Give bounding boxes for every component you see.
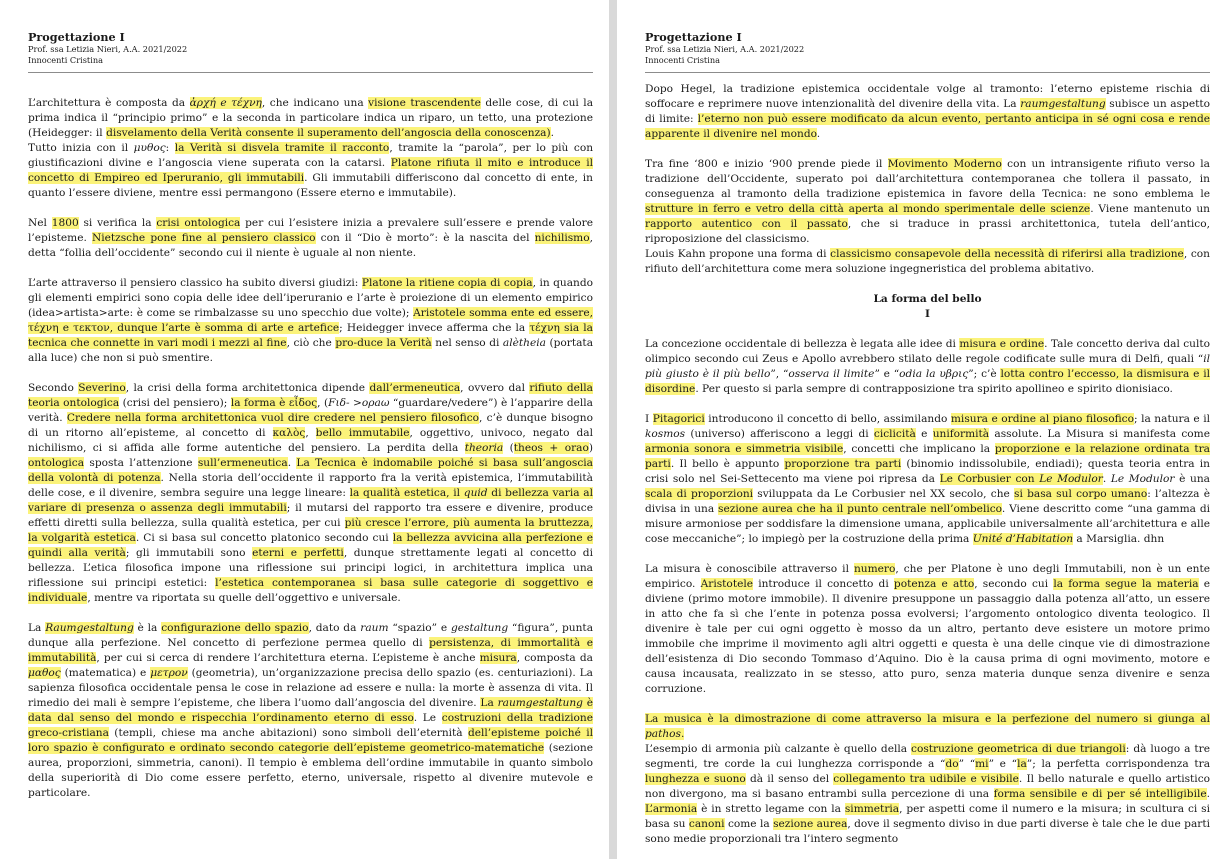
highlighted-text: ontologica	[28, 457, 85, 469]
highlighted-text: pro-duce la Verità	[335, 337, 432, 349]
highlighted-text: strutture in ferro e vetro della città aperta al mondo sperimentale delle scienze	[645, 203, 1091, 215]
highlighted-text: lotta contro l’eccesso, la dismisura e il disordine	[645, 368, 1210, 395]
highlighted-text: canoni	[688, 818, 725, 830]
italic-text: osserva il limite	[788, 368, 875, 380]
paragraph: La concezione occidentale di bellezza è legata alle idee di misura e ordine. Tale concetto deriva dal culto olimpico secondo cui Zeus e Apollo avrebbero stilato delle regole codificate sulle mura di Delfi, quali “il più giusto è il più bello”, “osserva il limite” e “odia la υβρις”; c’è lotta contro l’eccesso, la dismisura e il disordine. Per questo si parla sempre di contrapposizione tra spirito apollineo e spirito dionisiaco.	[645, 338, 1211, 395]
highlighted-text: Severino	[78, 382, 126, 394]
author-line: Innocenti Cristina	[645, 55, 720, 65]
highlighted-text: disvelamento della Verità consente il superamento dell’angoscia della conoscenza)	[106, 127, 551, 139]
highlighted-text: Unité d’Habitation	[972, 533, 1074, 545]
highlighted-text: do	[945, 758, 959, 770]
highlighted-text: ciclicità	[873, 428, 916, 440]
highlighted-text: crisi ontologica	[156, 217, 241, 229]
highlighted-text: forma sensibile e di per sé intelligibile	[993, 788, 1207, 800]
highlighted-text: rapporto autentico con il passato	[645, 218, 848, 230]
italic-text: raum	[360, 622, 389, 634]
highlighted-text: L’armonia	[645, 803, 698, 815]
highlighted-text: rifiuto della teoria ontologica	[28, 382, 593, 409]
highlighted-text: misura e ordine	[959, 338, 1045, 350]
highlighted-text: l’estetica contemporanea si basa sulle categorie di soggettivo e individuale	[28, 577, 594, 604]
italic-text: μυθος	[133, 142, 166, 154]
highlighted-text: μετρον	[150, 667, 188, 679]
highlighted-text: Credere nella forma architettonica vuol dire credere nel pensiero filosofico	[66, 412, 480, 424]
paragraph: Tra fine ‘800 e inizio ‘900 prende piede il Movimento Moderno con un intransigente rifiuto verso la tradizione dell’Occidente, superato poi dall’architettura contemporanea che tollera il passato, in conseguenza al tramonto della tradizione epistemica in favore della Tecnica: ne sono emblema le strutture in ferro e vetro della città aperta al mondo sperimentale delle scienze. Viene mantenuto un rapporto autentico con il passato, che si traduce in prassi architettonica, tutela dell’antico, riproposizione del classicismo. Louis Kahn propone una forma di classicismo consapevole della necessità di riferirsi alla tradizione, con rifiuto dell’architettura come mera soluzione ingegneristica del problema abitativo.	[645, 158, 1210, 275]
paragraph: La Raumgestaltung è la configurazione dello spazio, dato da raum “spazio” e gestaltung “figura”, punta dunque alla perfezione. Nel concetto di perfezione permea quello di persistenza, di immortalità e immutabilità, per cui si cerca di rendere l’architettura eterna. L’episteme è anche misura, composta da μαθος (matematica) e μετρον (geometria), un’organizzazione precisa dello spazio (es. centuriazioni). La sapienza filosofica occidentale pensa le cose in relazione ad essere e nulla: la morte è assenza di vita. Il rimedio dei mali è sempre l’episteme, che libera l’uomo dall’angoscia del divenire. La raumgestaltung è data dal senso del mondo e rispecchia l’ordinamento eterno di esso. Le costruzioni della tradizione greco-cristiana (templi, chiese ma anche abitazioni) sono simboli dell’eternità dell’episteme poiché il loro spazio è configurato e ordinato secondo categorie dell’episteme geometrico-matematiche (sezione aurea, proporzioni, simmetria, canoni). Il tempio è emblema dell’ordine immutabile in quanto simbolo della superiorità di Dio come essere perfetto, eterno, universale, rispetto al divenire mutevole e particolare.	[28, 622, 594, 799]
highlighted-text: dall’ermeneutica	[369, 382, 461, 394]
highlighted-text: raumgestaltung	[1020, 98, 1106, 110]
highlighted-text: sull’ermeneutica	[197, 457, 288, 469]
highlighted-text: numero	[853, 563, 896, 575]
italic-text: odia la υβρις	[899, 368, 969, 380]
highlighted-text: eterni e perfetti	[252, 547, 344, 559]
highlighted-text: mi	[975, 758, 989, 770]
highlighted-text: misura e ordine al piano filosofico	[950, 413, 1134, 425]
highlighted-text: pathos	[645, 728, 681, 740]
highlighted-text: μαθος	[28, 667, 61, 679]
highlighted-text: theos + orao	[513, 442, 589, 454]
page-body	[28, 96, 593, 816]
highlighted-text: classicismo consapevole della necessità di riferirsi alla tradizione	[830, 248, 1184, 260]
paragraph: Nel 1800 si verifica la crisi ontologica per cui l’esistere inizia a prevalere sull’essere e prende valore l’episteme. Nietzsche pone fine al pensiero classico con il “Dio è morto”: è la nascita del nichilismo, detta “follia dell’occidente” secondo cui il niente è uguale al non niente.	[28, 217, 593, 259]
highlighted-text: la Verità si disvela tramite il racconto	[174, 142, 390, 154]
paragraph: La misura è conoscibile attraverso il numero, che per Platone è uno degli Immutabili, non è un ente empirico. Aristotele introduce il concetto di potenza e atto, secondo cui la forma segue la materia e diviene (primo motore immobile). Il divenire presuppone un passaggio dalla potenza all’atto, un essere in atto che fa sì che l’ente in potenza possa evolversi; l’argomento ontologico diventa teologico. Il divenire è tale per cui ogni oggetto è mosso da un altro, pertanto deve esistere un motore primo immobile che imprime il movimento agli altri oggetti e questa è una delle cinque vie di dimostrazione dell’esistenza di Dio secondo Tommaso d’Aquino. Dio è la causa prima di ogni movimento, motore e causa incausata, realizzato in se stesso, atto puro, senza materia dunque senza divenire e senza corruzione.	[645, 563, 1211, 695]
highlighted-text: simmetria	[844, 803, 900, 815]
highlighted-text: Platone la ritiene copia di copia	[361, 277, 533, 289]
highlighted-text: potenza e atto	[893, 578, 975, 590]
professor-line: Prof. ssa Letizia Nieri, A.A. 2021/2022	[28, 44, 188, 54]
highlighted-text: visione trascendente	[368, 97, 481, 109]
paragraph: I Pitagorici introducono il concetto di bello, assimilando misura e ordine al piano filosofico; la natura e il kosmos (universo) afferiscono a leggi di ciclicità e uniformità assolute. La Misura si manifesta come armonia sonora e simmetria visibile, concetti che implicano la proporzione e la relazione ordinata tra parti. Il bello è appunto proporzione tra parti (binomio indissolubile, endiadi); questa teoria entra in crisi solo nel Sei-Settecento ma viene poi ripresa da Le Corbusier con Le Modulor. Le Modulor è una scala di proporzioni sviluppata da Le Corbusier nel XX secolo, che si basa sul corpo umano: l’altezza è divisa in una sezione aurea che ha il punto centrale nell’ombelico. Viene descritto come “una gamma di misure armoniose per soddisfare la dimensione umana, applicabile universalmente all’architettura e alle cose meccaniche”; lo impiegò per la costruzione della prima Unité d’Habitation a Marsiglia. dhn	[645, 413, 1210, 545]
paragraph: L’architettura è composta da ἀρχή e τέχνη, che indicano una visione trascendente delle cose, di cui la prima indica il “principio primo” e la seconda in particolare indica un riparo, un tetto, una protezione (Heidegger: il disvelamento della Verità consente il superamento dell’angoscia della conoscenza). Tutto inizia con il μυθος: la Verità si disvela tramite il racconto, tramite la “parola”, per lo più con giustificazioni divine e l’angoscia viene superata con la catarsi. Platone rifiuta il mito e introduce il concetto di Empireo ed Iperuranio, gli immutabili. Gli immutabili differiscono dal concetto di ente, in quanto l’essere diviene, mentre essi permangono (Essere eterno e immutabile).	[28, 97, 594, 199]
highlighted-text: è data dal senso del mondo e rispecchia l’ordinamento eterno di esso	[28, 697, 594, 724]
highlighted-text: configurazione dello spazio	[161, 622, 309, 634]
italic-text: alètheia	[502, 337, 546, 349]
highlighted-text: Le Corbusier con	[939, 473, 1040, 485]
highlighted-text: più cresce l’errore, più aumenta la bruttezza, la volgarità estetica	[28, 517, 593, 544]
paragraph: L’arte attraverso il pensiero classico ha subito diversi giudizi: Platone la ritiene copia di copia, in quando gli elementi empirici sono copia delle idee dell’iperuranio e l’arte è proiezione di un elemento empirico (idea>artista>arte: è come se rimbalzasse su uno specchio due volte); Aristotele somma ente ed essere, τέχνη e τεκτον, dunque l’arte è somma di arte e artefice; Heidegger invece afferma che la τέχνη sia la tecnica che connette in vari modi i mezzi al fine, ciò che pro-duce la Verità nel senso di alètheia (portata alla luce) che non si può smentire.	[28, 277, 594, 364]
highlighted-text: costruzione geometrica di due triangoli	[911, 743, 1126, 755]
highlighted-text: lunghezza e suono	[645, 773, 746, 785]
document-page-left	[0, 0, 609, 859]
section-title: La forma del bello	[873, 293, 982, 305]
highlighted-text: καλὸς	[272, 427, 306, 439]
page-body	[645, 82, 1210, 859]
highlighted-text: Aristotele	[700, 578, 753, 590]
italic-text: Fιδ- >ορaω	[328, 397, 390, 409]
highlighted-text: La musica è la dimostrazione di come attraverso la misura e la perfezione del numero si giunga al	[645, 713, 1210, 725]
highlighted-text: persistenza, di immortalità e immutabilità	[28, 637, 594, 664]
paragraph: Secondo Severino, la crisi della forma architettonica dipende dall’ermeneutica, ovvero dal rifiuto della teoria ontologica (crisi del pensiero); la forma è εἶδος, (Fιδ- >ορaω “guardare/vedere”) è l’apparire della verità. Credere nella forma architettonica vuol dire credere nel pensiero filosofico, c’è dunque bisogno di un ritorno all’episteme, al concetto di καλὸς, bello immutabile, oggettivo, univoco, negato dal nichilismo, ci si affida alle forme autentiche del pensiero. La perdita della theoria (theos + orao) ontologica sposta l’attenzione sull’ermeneutica. La Tecnica è indomabile poiché si basa sull’angoscia della volontà di potenza. Nella storia dell’occidente il rapporto fra la verità epistemica, l’immutabilità delle cose, e il divenire, sembra seguire una legge lineare: la qualità estetica, il quid di bellezza varia al variare di presenza o assenza degli immutabili; il mutarsi del rapporto tra essere e divenire, produce effetti diretti sulla bellezza, sulla qualità estetica, per cui più cresce l’errore, più aumenta la bruttezza, la volgarità estetica. Ci si basa sul concetto platonico secondo cui la bellezza avvicina alla perfezione e quindi alla verità; gli immutabili sono eterni e perfetti, dunque strettamente legati al concetto di bellezza. L’etica filosofica impone una riflessione sui principi logici, in architettura implica una riflessione sui principi estetici: l’estetica contemporanea si basa sulle categorie di soggettivo e individuale, mentre va riportata su quelle dell’oggettivo e universale.	[28, 382, 594, 604]
highlighted-text: Movimento Moderno	[887, 158, 1002, 170]
highlighted-text: Le Modulor	[1039, 473, 1103, 485]
highlighted-text: la bellezza avvicina alla perfezione e quindi alla verità	[28, 532, 593, 559]
highlighted-text: dell’episteme poiché il loro spazio è configurato e ordinato secondo categorie dell’episteme geometrico-matematiche	[28, 727, 593, 754]
highlighted-text: 1800	[51, 217, 79, 229]
page-header	[645, 30, 1210, 73]
highlighted-text: raumgestaltung	[497, 697, 583, 709]
highlighted-text: Platone rifiuta il mito e introduce il concetto di Empireo ed Iperuranio, gli immutabili	[28, 157, 593, 184]
highlighted-text: Pitagorici	[652, 413, 705, 425]
highlighted-text: bello immutabile	[315, 427, 410, 439]
highlighted-text: costruzioni della tradizione greco-cristiana	[28, 712, 593, 739]
page-gutter	[609, 0, 617, 859]
highlighted-text: proporzione tra parti	[784, 458, 902, 470]
highlighted-text: l’eterno non può essere modificato da alcun evento, pertanto anticipa in sé ogni cosa e rende apparente il divenire nel mondo	[645, 113, 1210, 140]
italic-text: il più giusto è il più bello	[645, 353, 1210, 380]
highlighted-text: sezione aurea	[773, 818, 848, 830]
highlighted-text: τέχνη sia la tecnica che connette in vari modi i mezzi al fine	[28, 322, 593, 349]
highlighted-text: la	[1017, 758, 1027, 770]
highlighted-text: Aristotele somma ente ed essere, τέχνη e τεκτον, dunque l’arte è somma di arte e artefice	[28, 307, 593, 334]
italic-text: Le Modulor	[1110, 473, 1175, 485]
highlighted-text: di bellezza varia al variare di presenza o assenza degli immutabili	[28, 487, 593, 514]
highlighted-text: la forma segue la materia	[1053, 578, 1199, 590]
highlighted-text: La	[480, 697, 498, 709]
highlighted-text: collegamento tra udibile e visibile	[833, 773, 1019, 785]
author-line: Innocenti Cristina	[28, 55, 103, 65]
paragraph: La musica è la dimostrazione di come attraverso la misura e la perfezione del numero si giunga al pathos. L’esempio di armonia più calzante è quello della costruzione geometrica di due triangoli: dà luogo a tre segmenti, tre corde la cui lunghezza corrisponde a “do” “mi” e “la”; la perfetta corrispondenza tra lunghezza e suono dà il senso del collegamento tra udibile e visibile. Il bello naturale e quello artistico non divergono, ma si basano entrambi sulla percezione di una forma sensibile e di per sé intelligibile. L’armonia è in stretto legame con la simmetria, per aspetti come il numero e la misura; in scultura ci si basa su canoni come la sezione aurea, dove il segmento diviso in due parti diverse è tale che le due parti sono medie proporzionali tra l’intero segmento	[645, 713, 1211, 845]
highlighted-text: scala di proporzioni	[645, 488, 754, 500]
section-heading	[645, 292, 1210, 322]
highlighted-text: proporzione e la relazione ordinata tra parti	[645, 443, 1210, 470]
highlighted-text: nichilismo	[534, 232, 590, 244]
highlighted-text: uniformità	[932, 428, 990, 440]
highlighted-text: La Tecnica è indomabile poiché si basa sull’angoscia della volontà di potenza	[28, 457, 593, 484]
highlighted-text: theoria	[464, 442, 504, 454]
highlighted-text: Nietzsche pone fine al pensiero classico	[91, 232, 316, 244]
highlighted-text: .	[681, 728, 685, 740]
course-title: Progettazione I	[28, 30, 125, 44]
course-title: Progettazione I	[645, 30, 742, 44]
document-page-right	[617, 0, 1226, 859]
highlighted-text: sezione aurea che ha il punto centrale nell’ombelico	[718, 503, 1002, 515]
highlighted-text: quid	[463, 487, 488, 499]
highlighted-text: la forma è εἶδος	[230, 397, 318, 409]
highlighted-text: misura	[479, 652, 517, 664]
section-number: I	[925, 308, 930, 320]
highlighted-text: si basa sul corpo umano	[1014, 488, 1148, 500]
italic-text: kosmos	[645, 428, 686, 440]
highlighted-text: armonia sonora e simmetria visibile	[645, 443, 844, 455]
italic-text: gestaltung	[450, 622, 509, 634]
paragraph: Dopo Hegel, la tradizione epistemica occidentale volge al tramonto: l’eterno episteme rischia di soffocare e reprimere nuove intenzionalità del divenire della vita. La raumgestaltung subisce un aspetto di limite: l’eterno non può essere modificato da alcun evento, pertanto anticipa in sé ogni cosa e rende apparente il divenire nel mondo.	[645, 83, 1210, 140]
highlighted-text: Raumgestaltung	[45, 622, 134, 634]
highlighted-text: ἀρχή e τέχνη	[189, 97, 262, 109]
professor-line: Prof. ssa Letizia Nieri, A.A. 2021/2022	[645, 44, 805, 54]
highlighted-text: la qualità estetica, il	[349, 487, 464, 499]
page-header	[28, 30, 593, 73]
